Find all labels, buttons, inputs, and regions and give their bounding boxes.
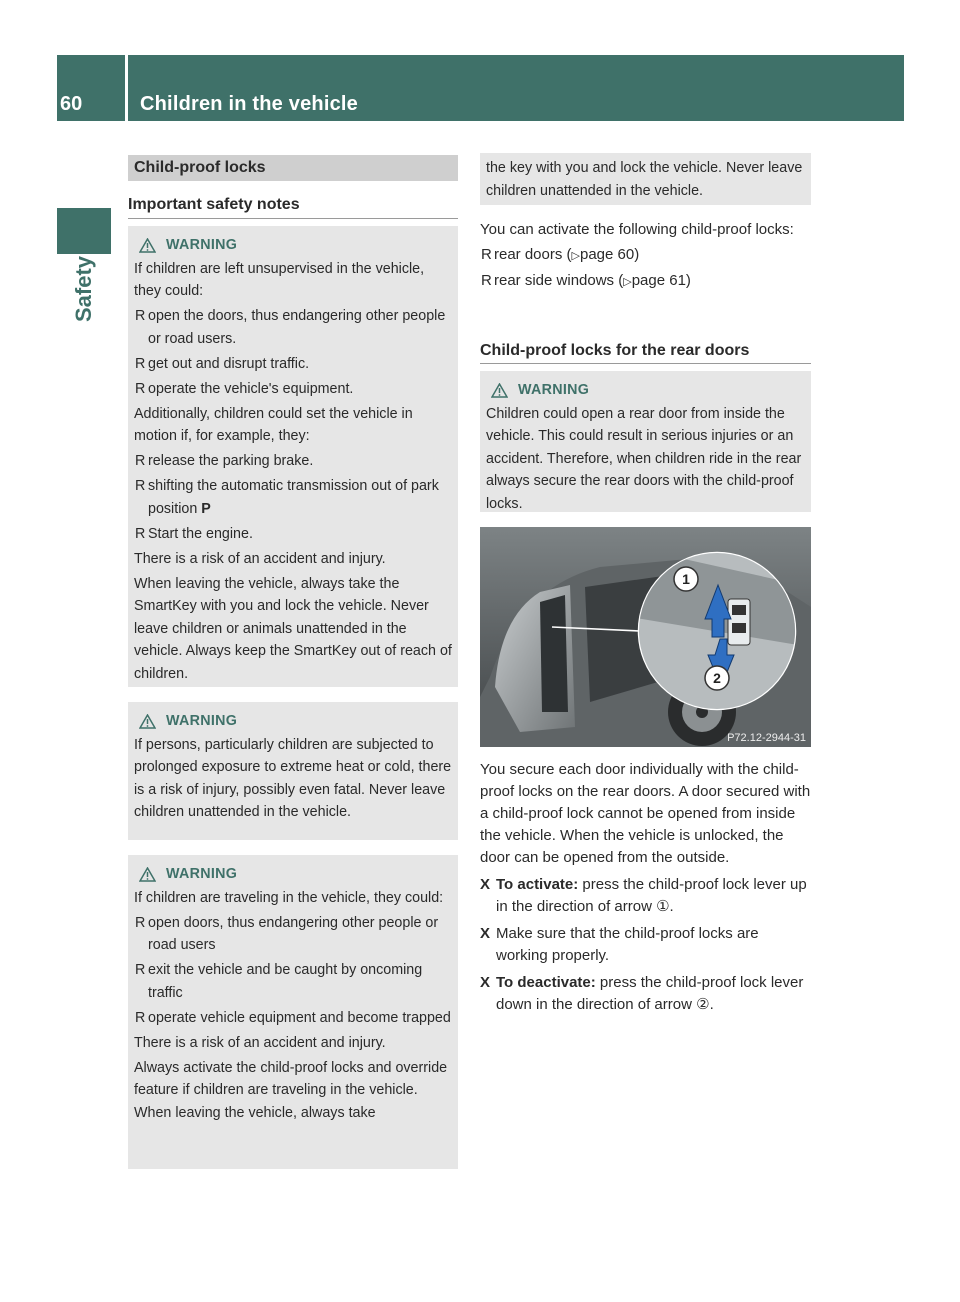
step-text: press the child-proof lock lever down in the direction of arrow xyxy=(496,974,804,1013)
warning-label: WARNING xyxy=(166,237,238,253)
list-item-text: rear doors ( xyxy=(494,246,572,263)
step-bold: To activate: xyxy=(496,876,579,893)
bullet-marker: R xyxy=(135,453,146,469)
list-item-text: Start the engine. xyxy=(148,525,253,542)
bullet-marker: R xyxy=(135,355,146,372)
body-paragraph: You secure each door individually with the child-proof locks on the rear doors. A door secured with a child-proof lock cannot be opened from inside the vehicle. When the vehicle is unlocked, the door can be opened from the outside. xyxy=(480,761,811,866)
step-deactivate xyxy=(480,972,811,1016)
warning-always: Always activate the child-proof locks and override feature if children are traveling in the vehicle. When leaving the vehicle, always take xyxy=(134,1059,448,1121)
chapter-title: Children in the vehicle xyxy=(140,93,358,115)
bullet-marker: R xyxy=(481,272,492,289)
warning-text: Children could open a rear door from inside the vehicle. This could result in serious injuries or an accident. Therefore, when children ride in the rear always secure the rear doors with the child-proof locks. xyxy=(486,405,802,512)
warning-triangle-icon xyxy=(139,238,156,253)
step-marker: X xyxy=(480,925,491,942)
step-bold: To deactivate: xyxy=(496,974,596,991)
child-lock-photo xyxy=(480,527,811,747)
image-code: P72.12-2944-31 xyxy=(727,732,806,744)
subheading-safety-notes: Important safety notes xyxy=(128,196,300,213)
warning-box-unsupervised xyxy=(128,226,458,687)
warning-header xyxy=(134,863,452,886)
section-side-tab xyxy=(57,208,111,254)
warning-label: WARNING xyxy=(166,866,238,882)
warning-leaving: When leaving the vehicle, always take the SmartKey with you and lock the vehicle. Never leave children or animals unattended in the vehicle. Always keep the SmartKey out of reach of children. xyxy=(134,575,452,682)
warning-risk: There is a risk of an accident and injury. xyxy=(134,550,386,567)
warning-continuation-box xyxy=(480,153,811,205)
list-item-close: ) xyxy=(634,246,640,263)
header-divider xyxy=(125,55,128,121)
list-item xyxy=(134,959,452,1004)
list-item-text: release the parking brake. xyxy=(148,453,314,469)
list-item xyxy=(134,523,452,546)
warning-header xyxy=(134,710,452,733)
warning-intro: If children are left unsupervised in the vehicle, they could: xyxy=(134,260,425,299)
callout-ref: ① xyxy=(656,898,670,915)
activate-intro-text: You can activate the following child-proof locks: xyxy=(480,221,794,238)
list-item-text: shifting the automatic transmission out of park position xyxy=(148,478,439,517)
rear-door-illustration xyxy=(480,527,811,747)
subheading-rule xyxy=(128,218,458,219)
warning-label: WARNING xyxy=(166,713,238,729)
callout-2: 2 xyxy=(713,670,721,686)
callout-ref: ② xyxy=(696,996,710,1013)
subheading-rule xyxy=(480,363,811,364)
section-side-label: Safety xyxy=(71,255,96,323)
bullet-marker: R xyxy=(135,478,146,494)
bullet-marker: R xyxy=(481,246,492,263)
section-title: Child-proof locks xyxy=(128,155,458,181)
step-end: . xyxy=(669,898,674,915)
warning-label: WARNING xyxy=(518,382,590,398)
step-activate xyxy=(480,874,811,918)
step-text: press the child-proof lock lever up in the direction of arrow xyxy=(496,876,807,915)
body-instructions xyxy=(480,759,811,1016)
step-marker: X xyxy=(480,974,491,991)
bullet-marker: R xyxy=(135,1009,146,1026)
warning-text: If persons, particularly children are subjected to prolonged exposure to extreme heat or cold, there is a risk of injury, possibly even fatal. Never leave children unattended in the vehicle. xyxy=(134,736,452,820)
list-item xyxy=(134,450,452,473)
page-ref-link[interactable]: page 60 xyxy=(580,246,635,263)
list-item-text: operate vehicle equipment and become trapped xyxy=(148,1009,451,1026)
step-text: Make sure that the child-proof locks are working properly. xyxy=(496,925,759,964)
bullet-marker: R xyxy=(135,380,146,397)
bullet-marker: R xyxy=(135,962,146,978)
warning-triangle-icon xyxy=(491,383,508,398)
warning-header xyxy=(134,234,452,257)
warning-triangle-icon xyxy=(139,714,156,729)
warning-intro: If children are traveling in the vehicle, they could: xyxy=(134,889,444,906)
list-item-text: open doors, thus endangering other people or road users xyxy=(148,914,439,953)
list-item xyxy=(134,912,452,957)
warning-header xyxy=(486,379,805,402)
list-item-close: ) xyxy=(685,272,691,289)
step-end: . xyxy=(709,996,714,1013)
warning-box-heat xyxy=(128,702,458,840)
list-item-text: rear side windows ( xyxy=(494,272,624,289)
park-position-letter: P xyxy=(201,500,211,517)
step-check xyxy=(480,923,811,967)
list-item xyxy=(134,378,452,401)
list-item xyxy=(480,270,811,293)
activate-intro xyxy=(480,219,811,296)
warning-continuation-text: the key with you and lock the vehicle. Never leave children unattended in the vehicle. xyxy=(486,160,803,199)
warning-triangle-icon xyxy=(139,867,156,882)
list-item-text: open the doors, thus endangering other people or road users. xyxy=(148,308,446,347)
list-item xyxy=(134,475,452,520)
bullet-marker: R xyxy=(135,525,146,542)
list-item xyxy=(134,353,452,376)
bullet-marker: R xyxy=(135,914,146,931)
list-item-text: get out and disrupt traffic. xyxy=(148,355,310,372)
warning-box-traveling xyxy=(128,855,458,1169)
list-item-text: operate the vehicle's equipment. xyxy=(148,380,354,397)
warning-box-rear-door xyxy=(480,371,811,512)
list-item xyxy=(134,1007,452,1030)
list-item xyxy=(480,244,811,267)
page-ref-icon: ▷ xyxy=(623,276,632,288)
bullet-marker: R xyxy=(135,308,146,324)
page-ref-link[interactable]: page 61 xyxy=(631,272,686,289)
page-ref-icon: ▷ xyxy=(571,250,580,262)
step-marker: X xyxy=(480,876,491,893)
list-item xyxy=(134,305,452,350)
page-number: 60 xyxy=(60,93,83,115)
callout-1: 1 xyxy=(682,571,690,587)
warning-paragraph: Additionally, children could set the vehicle in motion if, for example, they: xyxy=(134,405,413,444)
list-item-text: exit the vehicle and be caught by oncoming traffic xyxy=(148,962,423,1001)
warning-risk: There is a risk of an accident and injury. xyxy=(134,1034,386,1051)
subheading-rear-doors: Child-proof locks for the rear doors xyxy=(480,342,750,359)
